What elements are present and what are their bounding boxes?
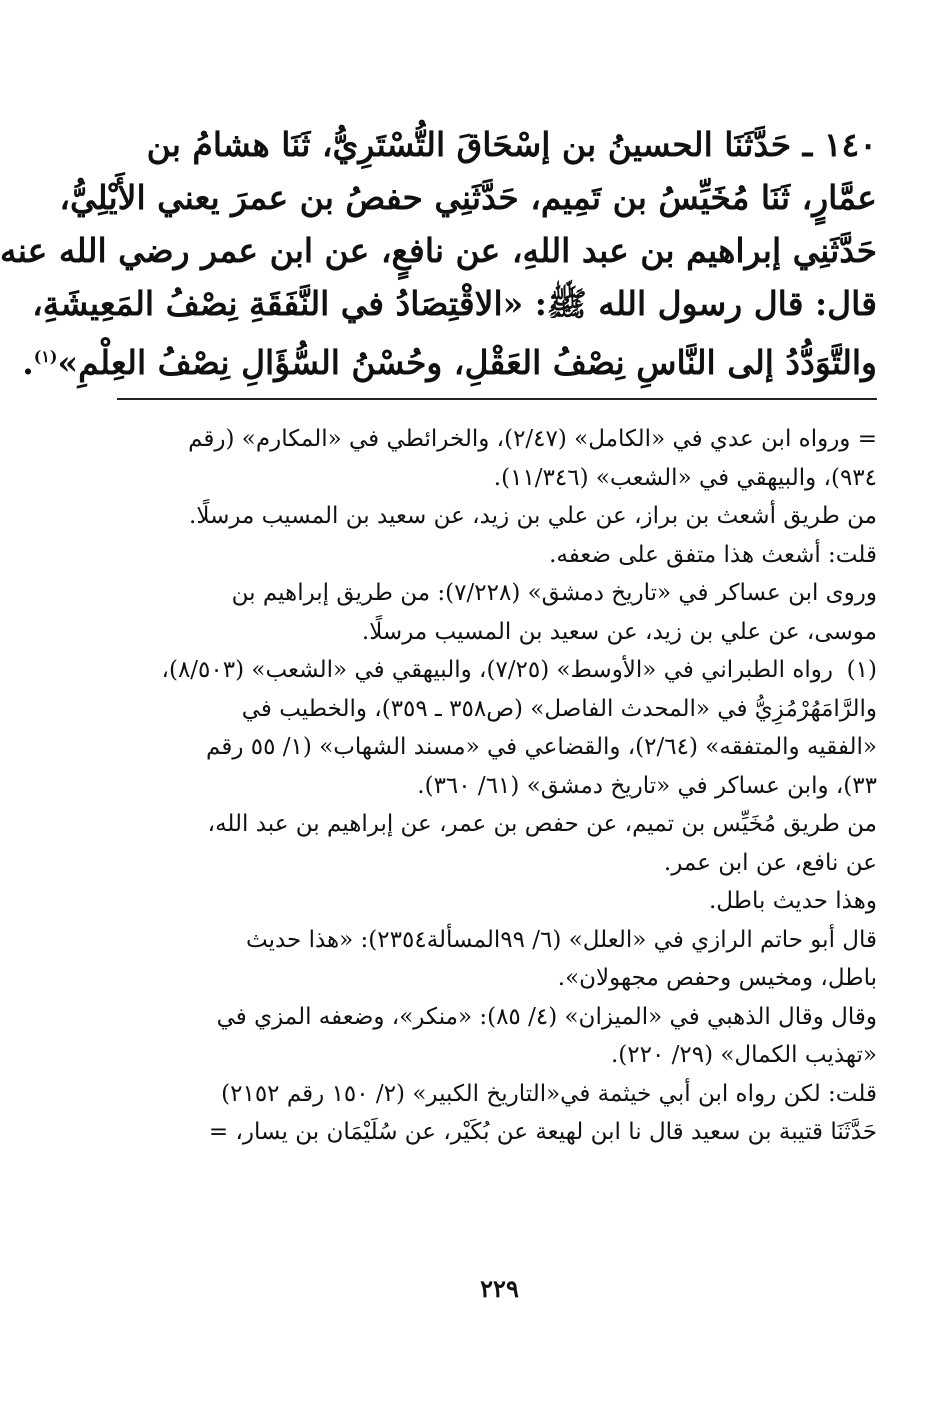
hadith-text bbox=[0, 118, 877, 383]
note-line: قال أبو حاتم الرازي في «العلل» (٦/ ٩٩المسألة٢٣٥٤): «هذا حديث bbox=[245, 926, 877, 953]
hadith-line-text: والتَّوَدُّدُ إلى النَّاسِ نِصْفُ العَقْلِ، وحُسْنُ السُّؤَالِ نِصْفُ العِلْمِ» bbox=[57, 343, 877, 382]
footnote-separator-rule bbox=[117, 398, 877, 400]
note-line: من طريق أشعث بن براز، عن علي بن زيد، عن سعيد بن المسيب مرسلًا. bbox=[189, 503, 877, 529]
note-line: ٣٣)، وابن عساكر في «تاريخ دمشق» (٦١/ ٣٦٠). bbox=[417, 772, 877, 799]
page-number: ٢٢٩ bbox=[480, 1274, 519, 1303]
note-line: = ورواه ابن عدي في «الكامل» (٢/٤٧)، والخرائطي في «المكارم» (رقم bbox=[188, 426, 877, 452]
note-line: عن نافع، عن ابن عمر. bbox=[663, 849, 877, 876]
note-line: ٩٣٤)، والبيهقي في «الشعب» (١١/٣٤٦). bbox=[493, 464, 877, 491]
note-line: موسى، عن علي بن زيد، عن سعيد بن المسيب مرسلًا. bbox=[361, 618, 877, 645]
footnote-text: رواه الطبراني في «الأوسط» (٧/٢٥)، والبيهقي في «الشعب» (٨/٥٠٣)، bbox=[161, 657, 833, 683]
note-line: قلت: لكن رواه ابن أبي خيثمة في«التاريخ الكبير» (٢/ ١٥٠ رقم ٢١٥٢) bbox=[221, 1080, 877, 1107]
hadith-line: عمَّارٍ، ثَنَا مُخَيِّسُ بن تَمِيم، حَدَّثَنِي حفصُ بن عمرَ يعني الأَيْلِيُّ، bbox=[59, 178, 877, 217]
note-line: باطل، ومخيس وحفص مجهولان». bbox=[557, 965, 877, 991]
note-line: والرَّامَهُرْمُزِيُّ في «المحدث الفاصل» (ص٣٥٨ ـ ٣٥٩)، والخطيب في bbox=[241, 695, 877, 722]
hadith-line: ١٤٠ ـ حَدَّثَنَا الحسينُ بن إسْحَاقَ التُّسْتَرِيُّ، ثَنَا هشامُ بن bbox=[146, 125, 877, 164]
note-line: وقال وقال الذهبي في «الميزان» (٤/ ٨٥): «منكر»، وضعفه المزي في bbox=[216, 1003, 877, 1030]
footnote-number: (١) bbox=[846, 657, 877, 683]
hadith-line: حَدَّثَنِي إبراهيم بن عبد اللهِ، عن نافعٍ، عن ابن عمر رضي الله عنه bbox=[0, 231, 877, 270]
hadith-line: قال: قال رسول الله ﷺ: «الاقْتِصَادُ في النَّفَقَةِ نِصْفُ المَعِيشَةِ، bbox=[32, 284, 877, 323]
note-line: من طريق مُخَيِّس بن تميم، عن حفص بن عمر، عن إبراهيم بن عبد الله، bbox=[207, 811, 877, 837]
hadith-line-last bbox=[22, 330, 877, 383]
footnotes-section bbox=[117, 420, 877, 1152]
footnote-first-line bbox=[117, 651, 877, 690]
note-line: وروى ابن عساكر في «تاريخ دمشق» (٧/٢٢٨): من طريق إبراهيم بن bbox=[231, 580, 877, 606]
note-line: «تهذيب الكمال» (٢٩/ ٢٢٠). bbox=[610, 1042, 877, 1068]
note-line: قلت: أشعث هذا متفق على ضعفه. bbox=[549, 541, 877, 568]
note-line: «الفقيه والمتفقه» (٢/٦٤)، والقضاعي في «مسند الشهاب» (١/ ٥٥ رقم bbox=[206, 734, 877, 760]
note-line: حَدَّثَنَا قتيبة بن سعيد قال نا ابن لهيعة عن بُكَيْر، عن سُلَيْمَان بن يسار، = bbox=[208, 1119, 877, 1145]
note-line: وهذا حديث باطل. bbox=[708, 888, 877, 914]
footnote-marker: (١) bbox=[33, 347, 58, 366]
end-mark: . bbox=[22, 343, 34, 382]
